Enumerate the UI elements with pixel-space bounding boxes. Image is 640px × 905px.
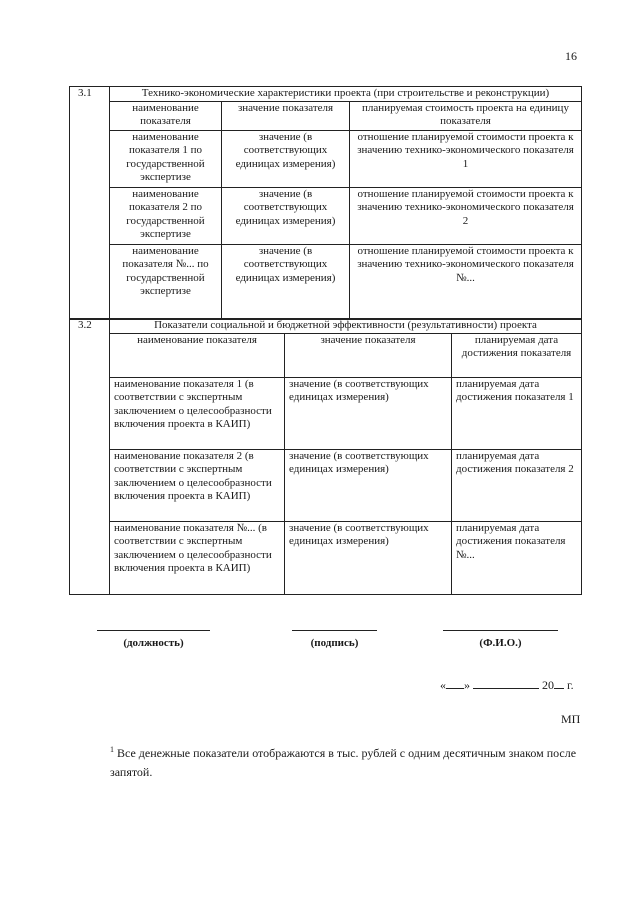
footnote-mark: 1: [110, 745, 114, 754]
table-row: [70, 130, 582, 187]
date-close-quote: »: [464, 678, 470, 692]
position-label: (должность): [123, 637, 184, 649]
indicator-value-cell: значение (в соответствующих единицах измерения): [285, 377, 452, 449]
signature-line: [292, 630, 377, 631]
header-name: наименование показателя: [110, 333, 285, 377]
header-date: планируемая дата достижения показателя: [452, 333, 582, 377]
month-blank: [473, 677, 539, 689]
table-section-3-1: [69, 86, 582, 320]
signature-label: (подпись): [310, 637, 359, 649]
year-suffix: г.: [567, 678, 574, 692]
stamp-label: МП: [561, 712, 581, 726]
indicator-name-cell: наименование показателя №... по государственной экспертизе: [110, 244, 222, 319]
indicator-cost-cell: отношение планируемой стоимости проекта к значению технико-экономического показателя №...: [350, 244, 582, 319]
indicator-date-cell: планируемая дата достижения показателя №...: [452, 521, 582, 594]
header-value: значение показателя: [222, 101, 350, 130]
table-row: [70, 187, 582, 244]
footnote-text: Все денежные показатели отображаются в тыс. рублей с одним десятичным знаком после запятой.: [110, 746, 577, 779]
table-row: [70, 244, 582, 319]
table-row: [70, 449, 582, 521]
indicator-name-cell: наименование показателя 2 (в соответствии с экспертным заключением о целесообразности включения проекта в КАИП): [110, 449, 285, 521]
date-line: [440, 677, 574, 693]
page-number: 16: [565, 49, 577, 63]
footnote: [110, 740, 590, 782]
year-prefix: 20: [542, 678, 554, 692]
header-value: значение показателя: [285, 333, 452, 377]
indicator-name-cell: наименование показателя №... (в соответствии с экспертным заключением о целесообразности включения проекта в КАИП): [110, 521, 285, 594]
indicator-value-cell: значение (в соответствующих единицах измерения): [285, 449, 452, 521]
indicator-name-cell: наименование показателя 1 (в соответствии с экспертным заключением о целесообразности включения проекта в КАИП): [110, 377, 285, 449]
indicator-value-cell: значение (в соответствующих единицах измерения): [222, 187, 350, 244]
day-blank: [446, 677, 464, 689]
section-title: Технико-экономические характеристики проекта (при строительстве и реконструкции): [110, 87, 582, 102]
name-line: [443, 630, 558, 631]
indicator-cost-cell: отношение планируемой стоимости проекта к значению технико-экономического показателя 2: [350, 187, 582, 244]
position-line: [97, 630, 210, 631]
year-blank: [554, 677, 564, 689]
indicator-cost-cell: отношение планируемой стоимости проекта к значению технико-экономического показателя 1: [350, 130, 582, 187]
table-row: [70, 377, 582, 449]
header-name: наименование показателя: [110, 101, 222, 130]
date-open-quote: «: [440, 678, 446, 692]
indicator-value-cell: значение (в соответствующих единицах измерения): [222, 130, 350, 187]
indicator-date-cell: планируемая дата достижения показателя 2: [452, 449, 582, 521]
header-cost: планируемая стоимость проекта на единицу показателя: [350, 101, 582, 130]
table-section-3-2: [69, 318, 582, 595]
table-row: [70, 521, 582, 594]
indicator-date-cell: планируемая дата достижения показателя 1: [452, 377, 582, 449]
indicator-value-cell: значение (в соответствующих единицах измерения): [285, 521, 452, 594]
indicator-name-cell: наименование показателя 1 по государственной экспертизе: [110, 130, 222, 187]
name-label: (Ф.И.О.): [479, 637, 522, 649]
section-number: 3.2: [70, 319, 110, 595]
indicator-name-cell: наименование показателя 2 по государственной экспертизе: [110, 187, 222, 244]
section-title: Показатели социальной и бюджетной эффективности (результативности) проекта: [110, 319, 582, 334]
indicator-value-cell: значение (в соответствующих единицах измерения): [222, 244, 350, 319]
section-number: 3.1: [70, 87, 110, 320]
